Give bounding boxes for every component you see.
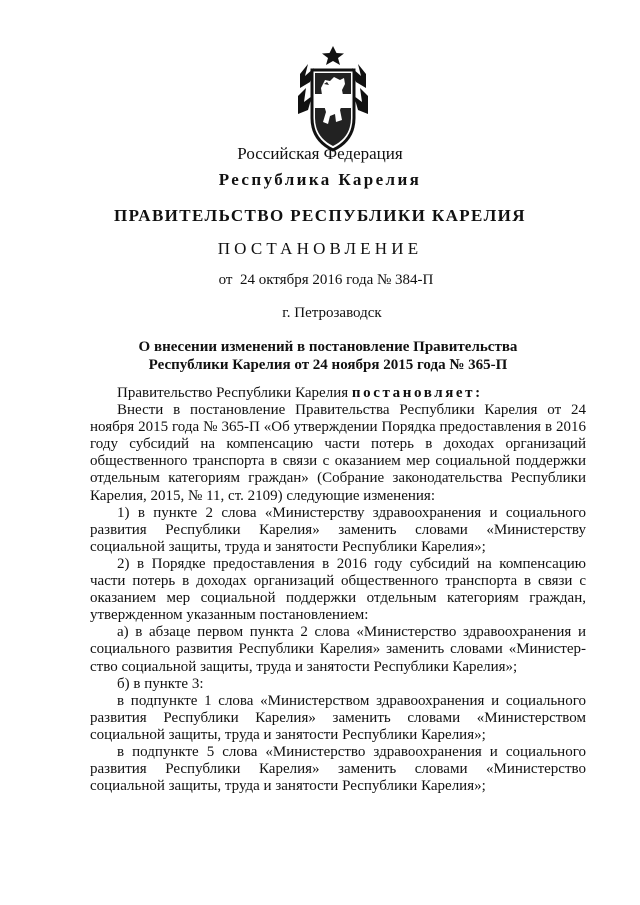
paragraph-3: 2) в Порядке предоставления в 2016 году субсидий на компенсацию части потерь в доходах организаций общественного транспорта в связи с оказанием мер социальной поддержки отдельным категориям граждан, утвержденном указанным постановлением: <box>90 555 586 624</box>
paragraph-6: в подпункте 1 слова «Министерством здравоохранения и социального развития Республики Карелия» заменить словами «Министерством социальной защиты, труда и занятости Республики Карелия»; <box>90 692 586 743</box>
intro-paragraph <box>90 385 586 402</box>
subject-line-1: О внесении изменений в постановление Правительства <box>138 339 518 355</box>
resolves-word: постановляет: <box>351 385 483 401</box>
document-subject <box>8 338 640 374</box>
coat-of-arms-icon <box>290 44 376 156</box>
paragraph-4: а) в абзаце первом пункта 2 слова «Министерство здравоохранения и социального развития Республики Карелия» заменить словами «Министерство социальной защиты, труда и занятости Республики Карелия»; <box>90 624 586 675</box>
country-name: Российская Федерация <box>237 144 403 163</box>
document-date: от 24 октября 2016 года № 384-П <box>218 272 434 288</box>
paragraph-5: б) в пункте 3: <box>117 675 204 692</box>
paragraph-7: в подпункте 5 слова «Министерство здравоохранения и социального развития Республики Карелия» заменить словами «Министерство социальной защиты, труда и занятости Республики Карелия»; <box>90 743 586 795</box>
document-city: г. Петрозаводск <box>282 305 382 321</box>
intro-text: Правительство Республики Карелия <box>117 385 352 401</box>
government-title: ПРАВИТЕЛЬСТВО РЕСПУБЛИКИ КАРЕЛИЯ <box>114 206 526 225</box>
subject-line-2: Республики Карелия от 24 ноября 2015 года № 365-П <box>148 357 508 373</box>
paragraph-2: 1) в пункте 2 слова «Министерству здравоохранения и социального развития Республики Карелия» заменить словами «Министерству социальной защиты, труда и занятости Республики Карелия»; <box>90 504 586 555</box>
paragraph-1: Внести в постановление Правительства Республики Карелия от 24 ноября 2015 года № 365-П «Об утверждении Порядка предоставления в 2016 году субсидий на компенсацию части потерь в доходах организаций общественного транспорта в связи с оказанием мер социальной поддержки отдельным категориям граждан» (Собрание законодательства Республики Карелия, 2015, № 11, ст. 2109) следующие изменения: <box>90 402 586 504</box>
document-body <box>90 385 586 795</box>
republic-name: Республика Карелия <box>218 170 422 189</box>
document-type: ПОСТАНОВЛЕНИЕ <box>217 239 423 258</box>
